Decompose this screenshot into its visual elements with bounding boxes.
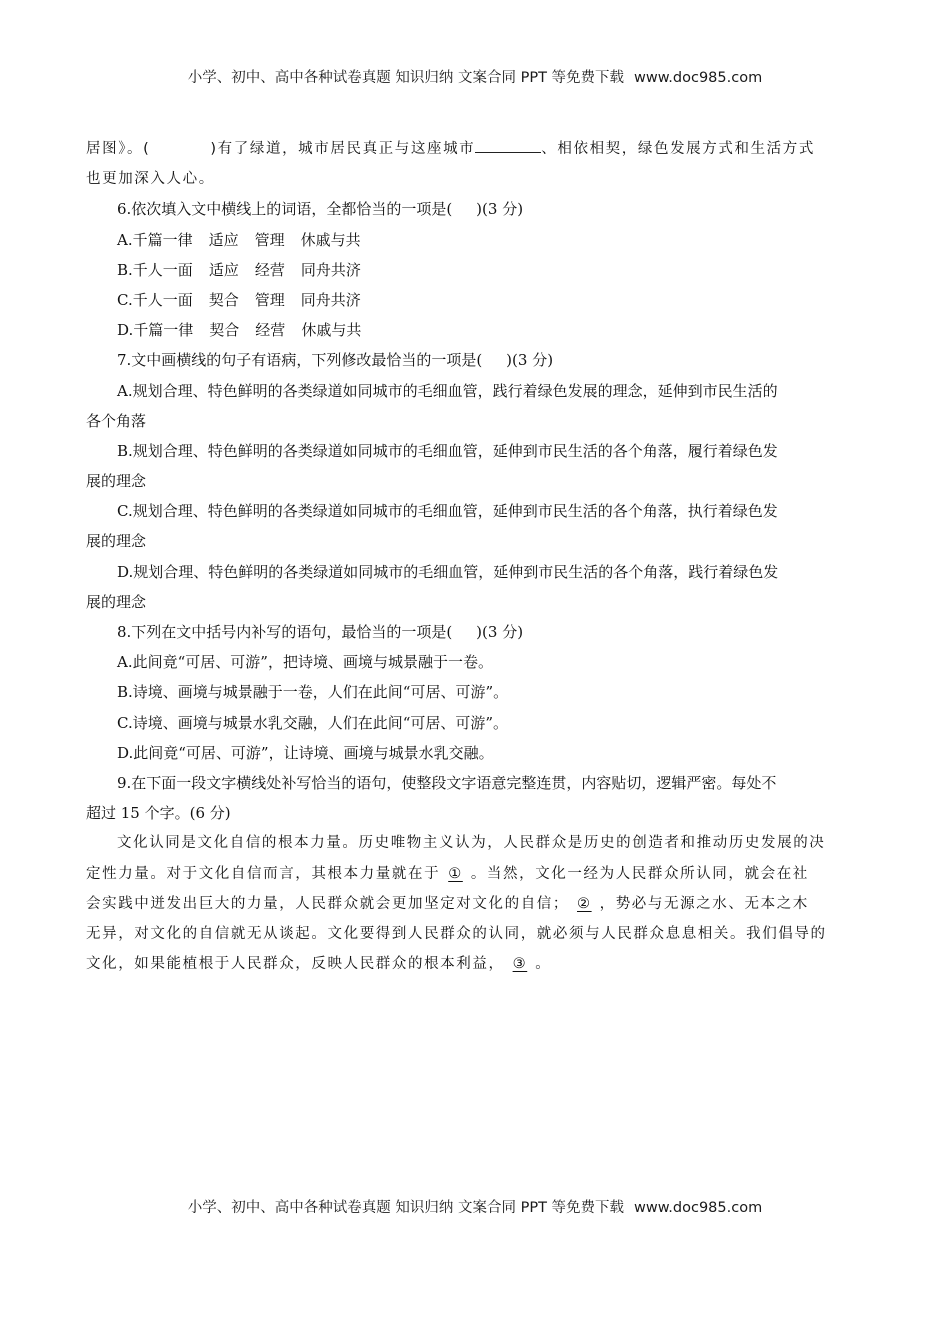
question-stem: 8.下列在文中括号内补写的语句，最恰当的一项是( )(3 分) [117, 623, 524, 641]
blank-3: ③ [512, 956, 528, 973]
question-stem: 7.文中画横线的句子有语病，下列修改最恰当的一项是( )(3 分) [117, 351, 554, 370]
question-8 [86, 617, 858, 768]
option-b: B.规划合理、特色鲜明的各类绿道如同城市的毛细血管，延伸到市民生活的各个角落，履行着绿色发 展的理念 [86, 441, 778, 491]
passage-line: 居图》。( )有了绿道，城市居民真正与这座城市 、相依相契，绿色发展方式和生活方式 [86, 134, 858, 164]
question-9 [86, 768, 858, 979]
document-body [86, 134, 858, 979]
option-a: A.此间竟“可居、可游”，把诗境、画境与城景融于一卷。 [117, 653, 493, 672]
option-d: D.此间竟“可居、可游”，让诗境、画境与城景水乳交融。 [117, 743, 494, 762]
option-d: D.规划合理、特色鲜明的各类绿道如同城市的毛细血管，延伸到市民生活的各个角落，践行着绿色发 展的理念 [86, 562, 779, 611]
question-stem-cont: 超过 15 个字。(6 分) [86, 804, 231, 823]
page-footer [0, 1196, 950, 1217]
question-7 [86, 345, 858, 617]
question-stem: 6.依次填入文中横线上的词语，全都恰当的一项是( )(3 分) [117, 200, 524, 219]
option-d: D.千篇一律 契合 经营 休戚与共 [117, 321, 362, 340]
page-header [0, 66, 950, 87]
footer-url: www.doc985.com [634, 1200, 763, 1216]
passage-ending [86, 134, 858, 194]
question-6 [86, 194, 858, 345]
footer-text: 小学、初中、高中各种试卷真题 知识归纳 文案合同 PPT 等免费下载 [187, 1200, 625, 1216]
option-c: C.规划合理、特色鲜明的各类绿道如同城市的毛细血管，延伸到市民生活的各个角落，执行着绿色发 展的理念 [86, 502, 778, 551]
option-a: A.规划合理、特色鲜明的各类绿道如同城市的毛细血管，践行着绿色发展的理念，延伸到市民生活的 各个角落 [86, 381, 778, 430]
header-url: www.doc985.com [634, 70, 763, 86]
option-b: B.千人一面 适应 经营 同舟共济 [117, 260, 361, 279]
option-c: C.诗境、画境与城景水乳交融，人们在此间“可居、可游”。 [117, 713, 509, 732]
blank-2: ② [577, 895, 592, 912]
question-stem: 9.在下面一段文字横线处补写恰当的语句，使整段文字语意完整连贯，内容贴切，逻辑严密。每处不 [117, 773, 777, 792]
header-text: 小学、初中、高中各种试卷真题 知识归纳 文案合同 PPT 等免费下载 [187, 70, 625, 86]
blank-line [475, 138, 541, 153]
option-a: A.千篇一律 适应 管理 休戚与共 [117, 230, 361, 249]
option-b: B.诗境、画境与城景融于一卷，人们在此间“可居、可游”。 [117, 683, 509, 702]
option-c: C.千人一面 契合 管理 同舟共济 [117, 290, 361, 309]
passage-line: 也更加深入人心。 [86, 171, 215, 188]
blank-1: ① [448, 865, 463, 882]
q9-passage: 文化认同是文化自信的根本力量。历史唯物主义认为，人民群众是历史的创造者和推动历史发展的决 定性力量。对于文化自信而言，其根本力量就在于 ① 。当然，文化一经为人民群众所认同，就会在社 会实践中迸发出巨大的力量，人民群众就会更加坚定对文化的自信； ② ，势必与无源之水、无本之木 无异，对文化的自信就无从谈起。文化要得到人民群众的认同，就必须与人民群众息息相关。我们倡导的 文化，如果能植根于人民群众，反映人民群众的根本利益， ③ 。 [86, 835, 827, 973]
